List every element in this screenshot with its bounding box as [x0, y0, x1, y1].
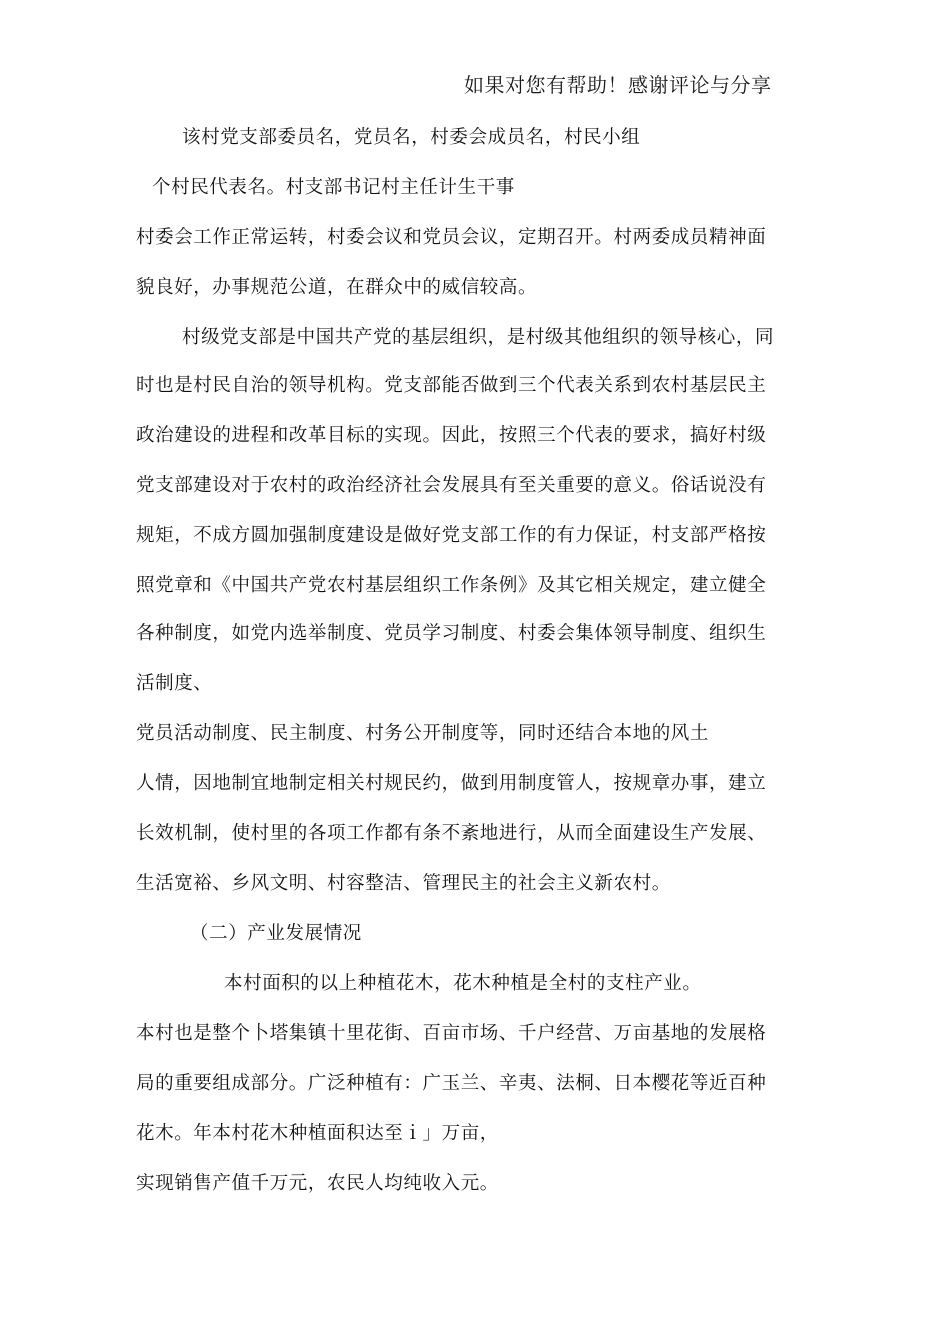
text-line: 时也是村民自治的领导机构。党支部能否做到三个代表关系到农村基层民主	[136, 375, 767, 396]
text-line: 规矩，不成方圆加强制度建设是做好党支部工作的有力保证，村支部严格按	[136, 525, 767, 546]
text-line: 实现销售产值千万元，农民人均纯收入元。	[136, 1173, 499, 1194]
text-line: 生活宽裕、乡风文明、村容整洁、管理民主的社会主义新农村。	[136, 873, 671, 894]
text-line: 该村党支部委员名，党员名，村委会成员名，村民小组	[182, 127, 641, 148]
text-line: 照党章和《中国共产党农村基层组织工作条例》及其它相关规定，建立健全	[136, 575, 767, 596]
text-line: 政治建设的进程和改革目标的实现。因此，按照三个代表的要求，搞好村级	[136, 425, 767, 446]
text-line: 花木。年本村花木种植面积达至ｉ」万亩，	[136, 1123, 499, 1144]
text-line: 个村民代表名。村支部书记村主任计生干事	[152, 177, 515, 198]
text-line: 本村面积的以上种植花木，花木种植是全村的支柱产业。	[224, 973, 702, 994]
text-line: 局的重要组成部分。广泛种植有：广玉兰、辛夷、法桐、日本樱花等近百种	[136, 1073, 767, 1094]
section-heading: （二）产业发展情况	[190, 923, 362, 944]
text-line: 本村也是整个卜塔集镇十里花街、百亩市场、千户经营、万亩基地的发展格	[136, 1023, 767, 1044]
text-line: 村级党支部是中国共产党的基层组织，是村级其他组织的领导核心，同	[182, 327, 775, 348]
header-note: 如果对您有帮助！感谢评论与分享	[464, 73, 772, 97]
text-line: 各种制度，如党内选举制度、党员学习制度、村委会集体领导制度、组织生	[136, 623, 767, 644]
text-line: 党员活动制度、民主制度、村务公开制度等，同时还结合本地的风土	[136, 723, 710, 744]
text-line: 人情，因地制宜地制定相关村规民约，做到用制度管人，按规章办事，建立	[136, 773, 767, 794]
text-line: 活制度、	[136, 673, 213, 694]
text-line: 长效机制，使村里的各项工作都有条不紊地进行，从而全面建设生产发展、	[136, 823, 767, 844]
text-line: 村委会工作正常运转，村委会议和党员会议，定期召开。村两委成员精神面	[136, 227, 767, 248]
text-line: 貌良好，办事规范公道，在群众中的威信较高。	[136, 277, 538, 298]
text-line: 党支部建设对于农村的政治经济社会发展具有至关重要的意义。俗话说没有	[136, 475, 767, 496]
